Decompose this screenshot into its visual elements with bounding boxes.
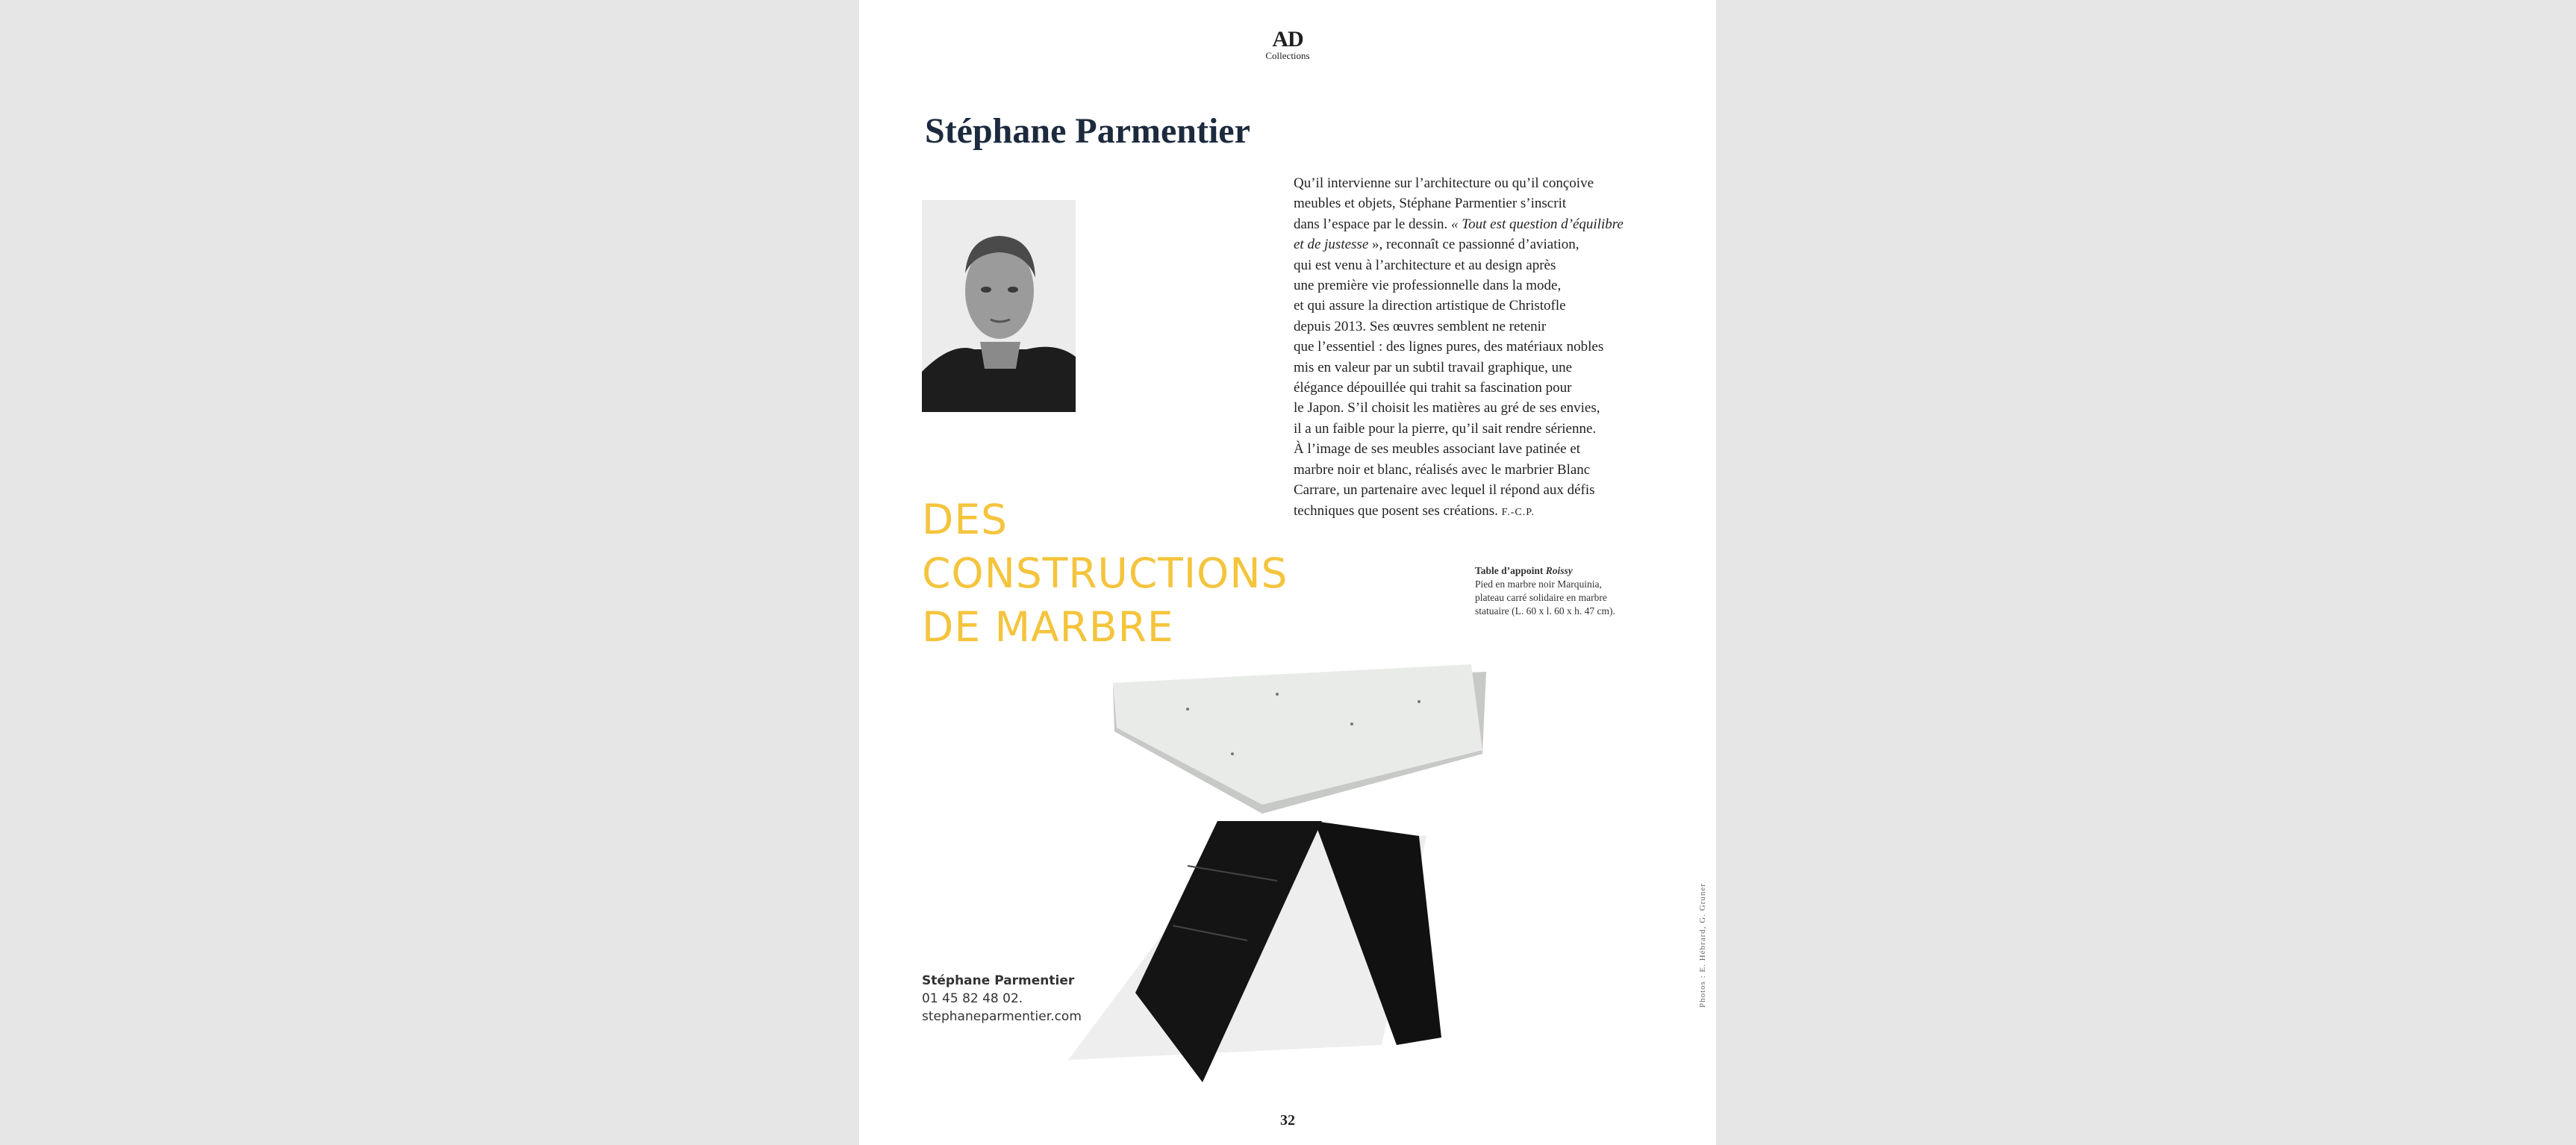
caption-label: Table d’appoint [1475,565,1544,576]
designer-contact [922,972,1082,1026]
body-line: Carrare, un partenaire avec lequel il répond aux défis [1294,482,1595,499]
body-line: le Japon. S’il choisit les matières au gré de ses envies, [1294,400,1600,416]
contact-phone: 01 45 82 48 02. [922,991,1023,1006]
body-line: meubles et objets, Stéphane Parmentier s’inscrit [1294,196,1567,212]
contact-website: stephaneparmentier.com [922,1009,1082,1024]
caption-title [1475,564,1639,578]
body-line [1294,501,1652,522]
feature-headline [922,493,1288,654]
article-title: Stéphane Parmentier [925,111,1250,151]
body-line: une première vie professionnelle dans la mode, [1294,278,1562,294]
photo-credit: Photos : E. Hébrard, G. Gruner [1698,883,1707,1008]
headline-line: DE MARBRE [922,603,1174,651]
headline-line: DES [922,496,1008,543]
body-line-text: techniques que posent ses créations. [1294,502,1498,519]
body-line [1294,234,1652,255]
masthead [859,28,1716,61]
body-line: Qu’il intervienne sur l’architecture ou qu’il conçoive [1294,175,1594,191]
caption-line: statuaire (L. 60 x l. 60 x h. 47 cm). [1475,605,1615,617]
section-label: Collections [1265,50,1310,61]
marble-table-illustration [964,642,1561,1105]
quote-text: « Tout est question d’équilibre [1451,216,1624,232]
marble-side-table-image [964,642,1561,1105]
ad-logo: AD [1272,27,1303,52]
product-caption [1475,564,1639,618]
body-line: qui est venu à l’architecture et au design après [1294,257,1556,273]
page-number: 32 [1280,1112,1295,1129]
body-line-text: », reconnaît ce passionné d’aviation, [1372,237,1579,253]
caption-product-name: Roissy [1545,565,1573,576]
quote-text-end: et de justesse [1294,237,1369,253]
headline-line: CONSTRUCTIONS [922,549,1288,597]
article-body [1294,173,1652,522]
designer-portrait [922,200,1076,412]
body-line: il a un faible pour la pierre, qu’il sait rendre sérienne. [1294,420,1597,437]
body-line-text: dans l’espace par le dessin. [1294,216,1448,232]
contact-name: Stéphane Parmentier [922,973,1075,988]
body-line: depuis 2013. Ses œuvres semblent ne retenir [1294,318,1547,334]
body-line: marbre noir et blanc, réalisés avec le marbrier Blanc [1294,461,1591,478]
portrait-photo-illustration [922,200,1076,412]
body-line: mis en valeur par un subtil travail graphique, une [1294,359,1573,375]
body-line: élégance dépouillée qui trahit sa fascination pour [1294,380,1572,396]
magazine-page [859,0,1716,1145]
body-line: À l’image de ses meubles associant lave patinée et [1294,441,1581,458]
body-line: que l’essentiel : des lignes pures, des matériaux nobles [1294,339,1604,355]
body-line: et qui assure la direction artistique de Christofle [1294,298,1566,314]
body-line [1294,214,1652,234]
caption-line: plateau carré solidaire en marbre [1475,592,1607,603]
caption-line: Pied en marbre noir Marquinia, [1475,578,1602,590]
author-signature: F.-C.P. [1501,506,1535,518]
